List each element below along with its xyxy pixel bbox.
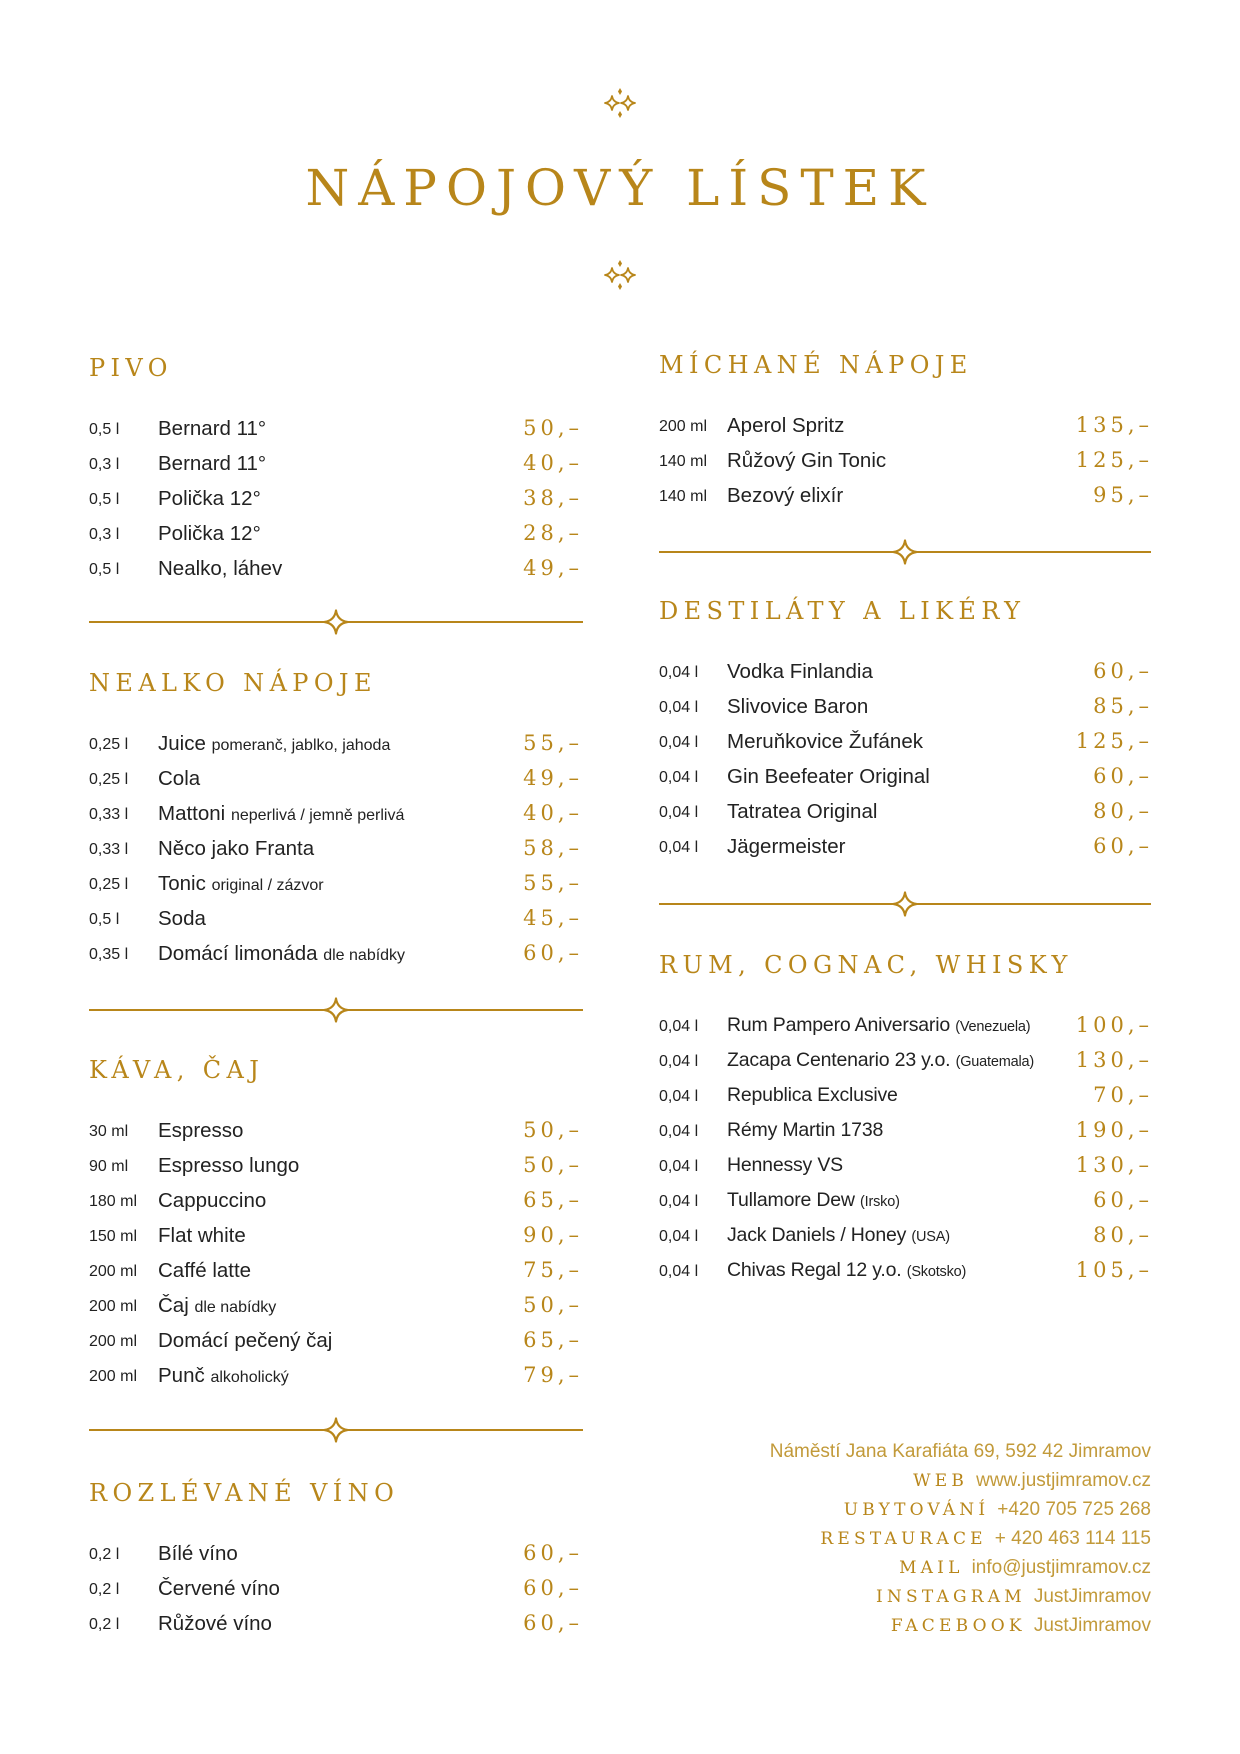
item-name <box>158 1183 266 1218</box>
menu-item <box>89 1183 583 1218</box>
item-name-text: Punč <box>158 1364 205 1387</box>
item-price: 105,– <box>1075 1258 1153 1282</box>
item-volume: 0,2 l <box>89 1581 120 1598</box>
item-name-text: Bernard 11° <box>158 452 267 475</box>
item-price: 55,– <box>523 731 583 755</box>
item-price: 50,– <box>523 1118 583 1142</box>
item-price: 75,– <box>523 1258 583 1282</box>
item-name <box>727 689 868 724</box>
contact-label: FACEBOOK <box>890 1616 1026 1636</box>
item-price: 100,– <box>1075 1013 1153 1037</box>
item-name <box>158 411 266 446</box>
menu-item <box>89 1253 583 1288</box>
item-name <box>727 1113 883 1148</box>
item-name-text: Slivovice Baron <box>727 695 869 718</box>
phone-ubytovani[interactable]: +420 705 725 268 <box>997 1499 1151 1520</box>
menu-item <box>89 936 583 971</box>
item-volume: 0,04 l <box>659 1228 699 1245</box>
item-volume: 0,2 l <box>89 1616 120 1633</box>
item-name-text: Růžový Gin Tonic <box>727 449 887 472</box>
menu-item <box>89 481 583 516</box>
contact-label: RESTAURACE <box>820 1529 987 1549</box>
menu-item <box>89 796 583 831</box>
item-price: 50,– <box>523 1293 583 1317</box>
menu-item <box>659 408 1153 443</box>
item-note: dle nabídky <box>194 1299 277 1316</box>
item-name <box>158 726 390 763</box>
menu-item <box>659 1078 1153 1113</box>
item-name <box>158 516 261 551</box>
item-volume: 200 ml <box>659 418 708 435</box>
menu-item <box>89 866 583 901</box>
item-price: 50,– <box>523 1153 583 1177</box>
menu-item <box>89 726 583 761</box>
contact-label: UBYTOVÁNÍ <box>843 1500 990 1520</box>
menu-item <box>89 1148 583 1183</box>
item-name-text: Růžové víno <box>158 1612 272 1635</box>
menu-item <box>89 1536 583 1571</box>
item-name <box>727 794 877 829</box>
item-name <box>158 1606 272 1641</box>
item-name-text: Meruňkovice Žufánek <box>727 730 923 753</box>
item-name-text: Republica Exclusive <box>727 1084 898 1106</box>
item-volume: 30 ml <box>89 1123 129 1140</box>
item-name-text: Zacapa Centenario 23 y.o. <box>727 1049 951 1071</box>
item-name <box>727 1008 1030 1045</box>
item-name-text: Červené víno <box>158 1577 280 1600</box>
item-volume: 0,04 l <box>659 1123 699 1140</box>
menu-item <box>89 1218 583 1253</box>
contact-footer <box>770 1437 1151 1640</box>
section-rum <box>659 950 1153 1288</box>
item-name-text: Jack Daniels / Honey <box>727 1224 907 1246</box>
menu-item <box>89 516 583 551</box>
menu-item <box>89 411 583 446</box>
item-volume: 200 ml <box>89 1298 138 1315</box>
item-name <box>158 551 282 586</box>
item-price: 70,– <box>1093 1083 1153 1107</box>
item-volume: 200 ml <box>89 1263 138 1280</box>
item-volume: 0,04 l <box>659 804 699 821</box>
section-pivo <box>89 353 583 586</box>
item-name <box>158 1148 299 1183</box>
item-name-text: Hennessy VS <box>727 1154 843 1176</box>
item-name-text: Čaj <box>158 1294 189 1317</box>
item-name <box>158 761 200 796</box>
item-price: 135,– <box>1075 413 1153 437</box>
item-name <box>727 1078 898 1113</box>
item-name <box>727 1253 966 1290</box>
item-volume: 200 ml <box>89 1368 138 1385</box>
item-name <box>158 1288 276 1325</box>
item-price: 65,– <box>523 1328 583 1352</box>
item-name-text: Juice <box>158 732 206 755</box>
item-name <box>158 1253 251 1288</box>
item-volume: 200 ml <box>89 1333 138 1350</box>
item-name-text: Cappuccino <box>158 1189 267 1212</box>
menu-item <box>89 1606 583 1641</box>
item-name-text: Bernard 11° <box>158 417 267 440</box>
item-volume: 0,5 l <box>89 911 120 928</box>
item-volume: 0,35 l <box>89 946 129 963</box>
item-name-text: Jägermeister <box>727 835 846 858</box>
item-volume: 0,04 l <box>659 664 699 681</box>
web-link[interactable]: www.justjimramov.cz <box>976 1470 1151 1491</box>
item-price: 85,– <box>1093 694 1153 718</box>
menu-item <box>89 1358 583 1393</box>
item-volume: 0,04 l <box>659 1018 699 1035</box>
item-volume: 0,3 l <box>89 526 120 543</box>
item-price: 28,– <box>523 521 583 545</box>
item-price: 60,– <box>1093 764 1153 788</box>
item-name <box>158 1218 246 1253</box>
item-price: 60,– <box>523 1576 583 1600</box>
section-nealko <box>89 668 583 971</box>
item-price: 60,– <box>523 1541 583 1565</box>
contact-facebook <box>770 1611 1151 1640</box>
facebook-link[interactable]: JustJimramov <box>1033 1615 1151 1636</box>
ornament-icon <box>600 86 640 120</box>
item-name-text: Soda <box>158 907 206 930</box>
item-name-text: Mattoni <box>158 802 226 825</box>
section-divider <box>89 610 583 634</box>
item-name <box>158 936 405 973</box>
item-name <box>158 866 324 903</box>
contact-label: INSTAGRAM <box>876 1587 1026 1607</box>
item-volume: 140 ml <box>659 453 708 470</box>
item-price: 90,– <box>523 1223 583 1247</box>
section-destilaty <box>659 596 1153 864</box>
menu-item <box>89 1323 583 1358</box>
item-volume: 0,33 l <box>89 841 129 858</box>
item-name <box>158 796 404 833</box>
menu-item <box>659 478 1153 513</box>
item-name-text: Něco jako Franta <box>158 837 315 860</box>
item-price: 130,– <box>1075 1048 1153 1072</box>
item-price: 60,– <box>1093 1188 1153 1212</box>
item-note: (Skotsko) <box>906 1264 967 1280</box>
item-name-text: Tonic <box>158 872 206 895</box>
menu-item <box>659 689 1153 724</box>
phone-restaurace[interactable]: + 420 463 114 115 <box>994 1528 1151 1549</box>
item-note: pomeranč, jablko, jahoda <box>211 737 391 754</box>
menu-item <box>89 761 583 796</box>
menu-item <box>89 901 583 936</box>
item-price: 55,– <box>523 871 583 895</box>
item-price: 45,– <box>523 906 583 930</box>
address: Náměstí Jana Karafiáta 69, 592 42 Jimramov <box>769 1441 1151 1462</box>
item-volume: 0,04 l <box>659 699 699 716</box>
section-heading: NEALKO NÁPOJE <box>89 669 377 697</box>
section-divider <box>659 892 1151 916</box>
item-name-text: Rum Pampero Aniversario <box>727 1014 950 1036</box>
item-name-text: Tatratea Original <box>727 800 878 823</box>
section-divider <box>89 998 583 1022</box>
item-price: 40,– <box>523 451 583 475</box>
item-volume: 150 ml <box>89 1228 138 1245</box>
item-name-text: Bílé víno <box>158 1542 238 1565</box>
item-name <box>158 901 206 936</box>
menu-item <box>659 1043 1153 1078</box>
item-note: (Venezuela) <box>955 1019 1031 1035</box>
item-name-text: Domácí limonáda <box>158 942 318 965</box>
item-note: dle nabídky <box>323 947 406 964</box>
section-heading: KÁVA, ČAJ <box>89 1056 265 1084</box>
item-name <box>727 478 843 513</box>
menu-item <box>659 759 1153 794</box>
item-name-text: Cola <box>158 767 201 790</box>
section-michane <box>659 350 1153 513</box>
menu-item <box>659 1113 1153 1148</box>
item-name <box>158 1536 238 1571</box>
item-name <box>727 1148 843 1183</box>
menu-item <box>89 551 583 586</box>
item-name <box>727 654 873 689</box>
item-volume: 0,04 l <box>659 1263 699 1280</box>
menu-item <box>659 443 1153 478</box>
menu-item <box>89 1113 583 1148</box>
item-volume: 0,04 l <box>659 1088 699 1105</box>
item-volume: 0,25 l <box>89 876 129 893</box>
item-volume: 0,5 l <box>89 421 120 438</box>
item-note: (Guatemala) <box>955 1054 1034 1070</box>
diamond-star-icon <box>892 539 918 565</box>
item-volume: 0,04 l <box>659 769 699 786</box>
contact-ubytovani <box>770 1495 1151 1524</box>
item-volume: 0,04 l <box>659 1158 699 1175</box>
ornament-icon <box>600 258 640 292</box>
diamond-star-icon <box>892 891 918 917</box>
item-name-text: Gin Beefeater Original <box>727 765 930 788</box>
item-name-text: Espresso <box>158 1119 244 1142</box>
menu-item <box>659 1218 1153 1253</box>
item-name-text: Polička 12° <box>158 487 261 510</box>
item-name-text: Tullamore Dew <box>727 1189 855 1211</box>
item-name-text: Rémy Martin 1738 <box>727 1119 884 1141</box>
item-name <box>158 1571 280 1606</box>
item-price: 190,– <box>1075 1118 1153 1142</box>
item-name-text: Aperol Spritz <box>727 414 845 437</box>
item-price: 50,– <box>523 416 583 440</box>
item-note: original / zázvor <box>211 877 324 894</box>
section-divider <box>89 1418 583 1442</box>
item-name <box>727 829 846 864</box>
item-price: 49,– <box>523 766 583 790</box>
diamond-star-icon <box>323 1417 349 1443</box>
page-title: NÁPOJOVÝ LÍSTEK <box>305 159 935 217</box>
section-divider <box>659 540 1151 564</box>
menu-item <box>89 1571 583 1606</box>
item-name <box>727 1218 950 1255</box>
contact-mail <box>770 1553 1151 1582</box>
item-name-text: Flat white <box>158 1224 246 1247</box>
item-name <box>727 759 930 794</box>
menu-item <box>659 1148 1153 1183</box>
menu-item <box>89 1288 583 1323</box>
item-name-text: Nealko, láhev <box>158 557 283 580</box>
item-volume: 0,5 l <box>89 561 120 578</box>
item-price: 130,– <box>1075 1153 1153 1177</box>
item-volume: 90 ml <box>89 1158 129 1175</box>
contact-restaurace <box>770 1524 1151 1553</box>
section-heading: RUM, COGNAC, WHISKY <box>659 951 1073 979</box>
item-volume: 140 ml <box>659 488 708 505</box>
menu-item <box>659 1183 1153 1218</box>
diamond-star-icon <box>323 609 349 635</box>
item-name <box>158 1113 243 1148</box>
item-note: (Irsko) <box>860 1194 900 1210</box>
item-price: 60,– <box>523 941 583 965</box>
item-price: 125,– <box>1075 729 1153 753</box>
item-name-text: Polička 12° <box>158 522 261 545</box>
item-volume: 0,25 l <box>89 771 129 788</box>
item-name <box>158 831 314 866</box>
item-note: (USA) <box>911 1229 950 1245</box>
item-price: 65,– <box>523 1188 583 1212</box>
item-volume: 180 ml <box>89 1193 138 1210</box>
item-price: 60,– <box>1093 659 1153 683</box>
instagram-link[interactable]: JustJimramov <box>1033 1586 1151 1607</box>
contact-web <box>770 1466 1151 1495</box>
contact-label: WEB <box>913 1471 969 1491</box>
item-price: 125,– <box>1075 448 1153 472</box>
item-name <box>727 1183 900 1220</box>
item-price: 79,– <box>523 1363 583 1387</box>
item-name <box>727 408 844 443</box>
item-price: 60,– <box>1093 834 1153 858</box>
item-note: neperlivá / jemně perlivá <box>230 807 405 824</box>
item-price: 49,– <box>523 556 583 580</box>
menu-item <box>659 654 1153 689</box>
item-name <box>158 1358 289 1395</box>
section-heading: DESTILÁTY A LIKÉRY <box>659 597 1026 625</box>
item-volume: 0,04 l <box>659 734 699 751</box>
menu-item <box>659 1253 1153 1288</box>
section-vino <box>89 1478 583 1641</box>
item-volume: 0,25 l <box>89 736 129 753</box>
menu-item <box>89 446 583 481</box>
item-volume: 0,33 l <box>89 806 129 823</box>
contact-instagram <box>770 1582 1151 1611</box>
item-price: 80,– <box>1093 799 1153 823</box>
item-name-text: Vodka Finlandia <box>727 660 873 683</box>
item-price: 80,– <box>1093 1223 1153 1247</box>
menu-item <box>659 794 1153 829</box>
item-price: 40,– <box>523 801 583 825</box>
diamond-star-icon <box>323 997 349 1023</box>
mail-link[interactable]: info@justjimramov.cz <box>971 1557 1151 1578</box>
item-price: 60,– <box>523 1611 583 1635</box>
item-name <box>727 724 923 759</box>
item-volume: 0,5 l <box>89 491 120 508</box>
section-heading: PIVO <box>89 354 173 382</box>
item-name-text: Chivas Regal 12 y.o. <box>727 1259 902 1281</box>
menu-item <box>89 831 583 866</box>
item-name-text: Bezový elixír <box>727 484 844 507</box>
item-price: 38,– <box>523 486 583 510</box>
item-name-text: Domácí pečený čaj <box>158 1329 333 1352</box>
item-name <box>727 443 886 478</box>
section-heading: ROZLÉVANÉ VÍNO <box>89 1479 400 1507</box>
item-name <box>158 1323 332 1358</box>
menu-item <box>659 1008 1153 1043</box>
section-heading: MÍCHANÉ NÁPOJE <box>659 351 973 379</box>
item-note: alkoholický <box>210 1369 289 1386</box>
item-volume: 0,04 l <box>659 839 699 856</box>
section-kava <box>89 1055 583 1393</box>
item-name <box>158 446 266 481</box>
item-name-text: Caffé latte <box>158 1259 252 1282</box>
item-name <box>158 481 261 516</box>
item-volume: 0,04 l <box>659 1053 699 1070</box>
menu-item <box>659 829 1153 864</box>
item-name-text: Espresso lungo <box>158 1154 300 1177</box>
item-price: 58,– <box>523 836 583 860</box>
item-volume: 0,04 l <box>659 1193 699 1210</box>
menu-item <box>659 724 1153 759</box>
contact-label: MAIL <box>899 1558 964 1578</box>
item-price: 95,– <box>1093 483 1153 507</box>
item-name <box>727 1043 1034 1080</box>
item-volume: 0,2 l <box>89 1546 120 1563</box>
item-volume: 0,3 l <box>89 456 120 473</box>
